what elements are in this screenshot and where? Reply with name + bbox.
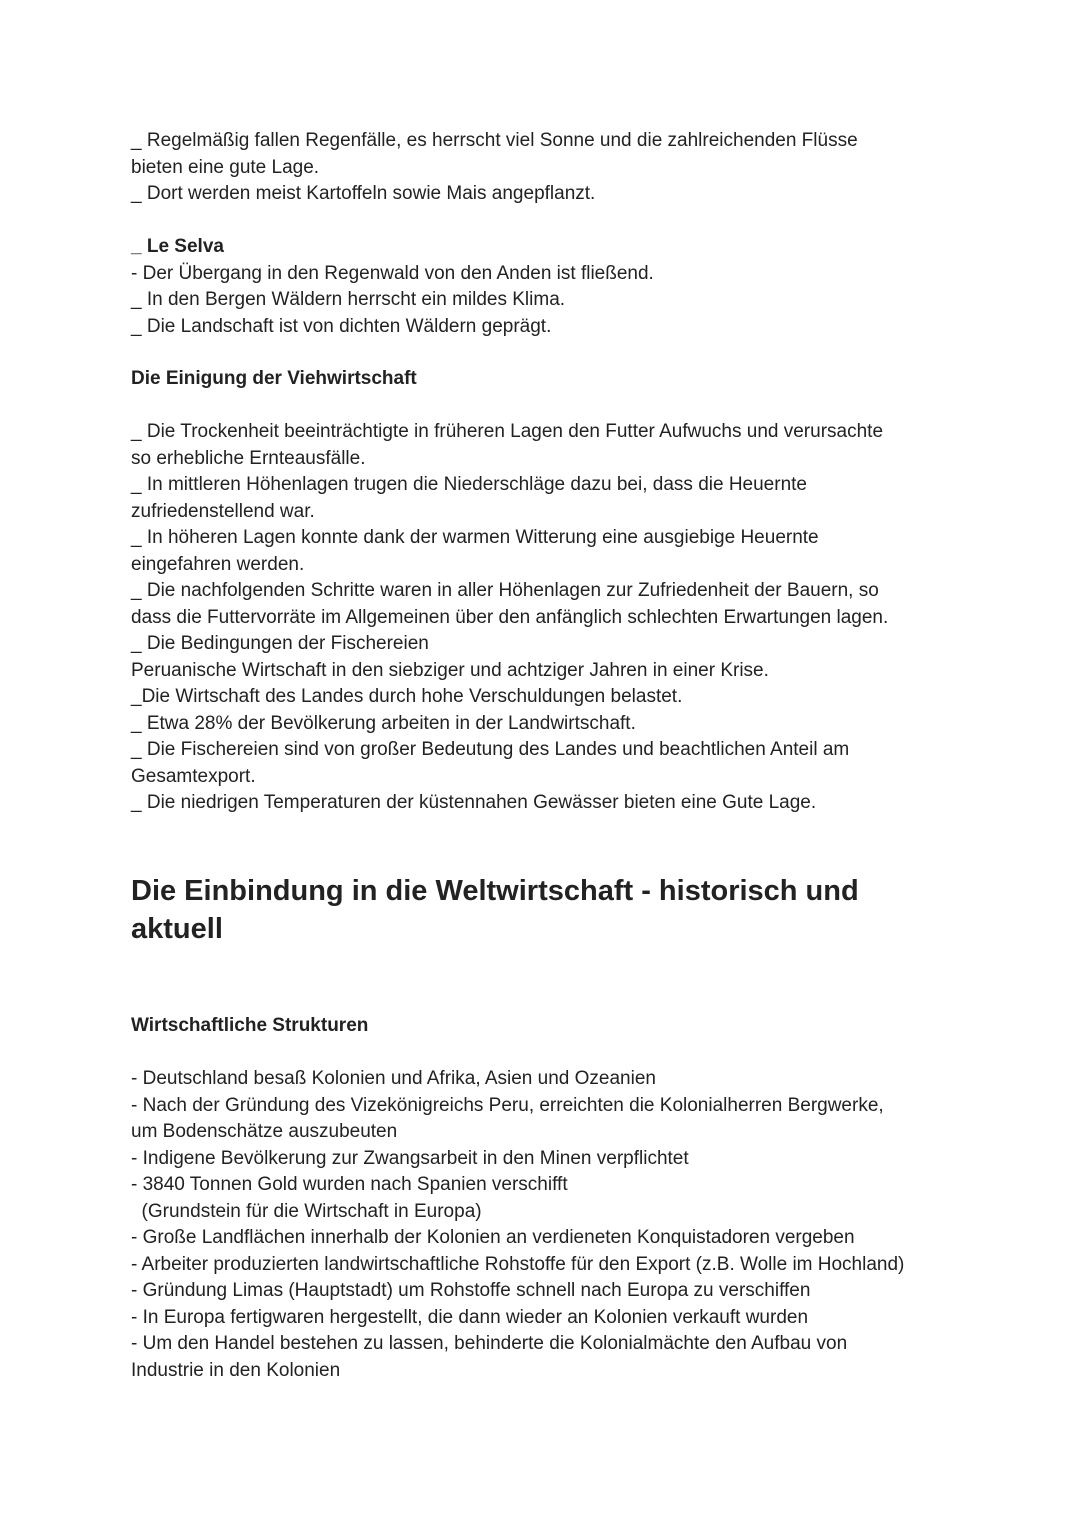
text-line: - Indigene Bevölkerung zur Zwangsarbeit in den Minen verpflichtet [131, 1147, 689, 1169]
text-line: _ In mittleren Höhenlagen trugen die Niederschläge dazu bei, dass die Heuernte [131, 474, 807, 495]
section-title-line: aktuell [131, 913, 223, 945]
text-line: - Große Landflächen innerhalb der Kolonien an verdieneten Konquistadoren vergeben [131, 1227, 855, 1248]
strukturen-heading-block [131, 1013, 368, 1040]
viehwirtschaft-heading: Die Einigung der Viehwirtschaft [131, 368, 417, 389]
text-line: _ In höheren Lagen konnte dank der warmen Witterung eine ausgiebige Heuernte [131, 527, 819, 548]
text-line: - Gründung Limas (Hauptstadt) um Rohstoffe schnell nach Europa zu verschiffen [131, 1280, 811, 1301]
text-line: dass die Futtervorräte im Allgemeinen über den anfänglich schlechten Erwartungen lagen. [131, 606, 889, 628]
intro-paragraph [131, 128, 858, 208]
text-line: Peruanische Wirtschaft in den siebziger und achtziger Jahren in einer Krise. [131, 659, 769, 681]
selva-section [131, 234, 654, 340]
text-line: _ Die Bedingungen der Fischereien [131, 633, 429, 654]
text-line: _ Die Fischereien sind von großer Bedeutung des Landes und beachtlichen Anteil am [131, 739, 850, 760]
text-line: - 3840 Tonnen Gold wurden nach Spanien verschifft [131, 1174, 568, 1195]
text-line: (Grundstein für die Wirtschaft in Europa) [131, 1200, 482, 1222]
text-line: - Nach der Gründung des Vizekönigreichs Peru, erreichten die Kolonialherren Bergwerke, [131, 1094, 884, 1116]
text-line: so erhebliche Ernteausfälle. [131, 447, 366, 469]
text-line: Industrie in den Kolonien [131, 1359, 341, 1381]
text-line: um Bodenschätze auszubeuten [131, 1121, 398, 1142]
text-line: eingefahren werden. [131, 553, 305, 575]
text-line: zufriedenstellend war. [131, 500, 315, 522]
text-line: - Der Übergang in den Regenwald von den Anden ist fließend. [131, 262, 654, 284]
text-line: _ Die nachfolgenden Schritte waren in aller Höhenlagen zur Zufriedenheit der Bauern, so [131, 580, 879, 601]
text-line: - Deutschland besaß Kolonien und Afrika, Asien und Ozeanien [131, 1068, 656, 1089]
text-line: - Um den Handel bestehen zu lassen, behinderte die Kolonialmächte den Aufbau von [131, 1333, 848, 1354]
text-line: _ Regelmäßig fallen Regenfälle, es herrscht viel Sonne und die zahlreichenden Flüsse [131, 130, 858, 151]
text-line: _ Die Landschaft ist von dichten Wäldern geprägt. [131, 315, 552, 337]
text-line: _ Dort werden meist Kartoffeln sowie Mais angepflanzt. [131, 183, 596, 204]
text-line: bieten eine gute Lage. [131, 156, 320, 178]
viehwirtschaft-heading-block [131, 366, 417, 393]
selva-heading: _ Le Selva [131, 236, 224, 257]
strukturen-heading: Wirtschaftliche Strukturen [131, 1015, 369, 1036]
text-line: _ In den Bergen Wäldern herrscht ein mildes Klima. [131, 289, 566, 310]
weltwirtschaft-title [131, 872, 859, 948]
text-line: _Die Wirtschaft des Landes durch hohe Verschuldungen belastet. [131, 686, 683, 707]
text-line: _ Die niedrigen Temperaturen der küstennahen Gewässer bieten eine Gute Lage. [131, 792, 817, 813]
strukturen-section [131, 1066, 904, 1384]
section-title-line: Die Einbindung in die Weltwirtschaft - historisch und [131, 875, 859, 907]
viehwirtschaft-section [131, 419, 888, 817]
text-line: Gesamtexport. [131, 765, 256, 787]
text-line: _ Die Trockenheit beeinträchtigte in früheren Lagen den Futter Aufwuchs und verursachte [131, 421, 884, 442]
text-line: - In Europa fertigwaren hergestellt, die dann wieder an Kolonien verkauft wurden [131, 1306, 809, 1328]
text-line: - Arbeiter produzierten landwirtschaftliche Rohstoffe für den Export (z.B. Wolle im Hochland) [131, 1253, 905, 1275]
text-line: _ Etwa 28% der Bevölkerung arbeiten in der Landwirtschaft. [131, 712, 636, 734]
